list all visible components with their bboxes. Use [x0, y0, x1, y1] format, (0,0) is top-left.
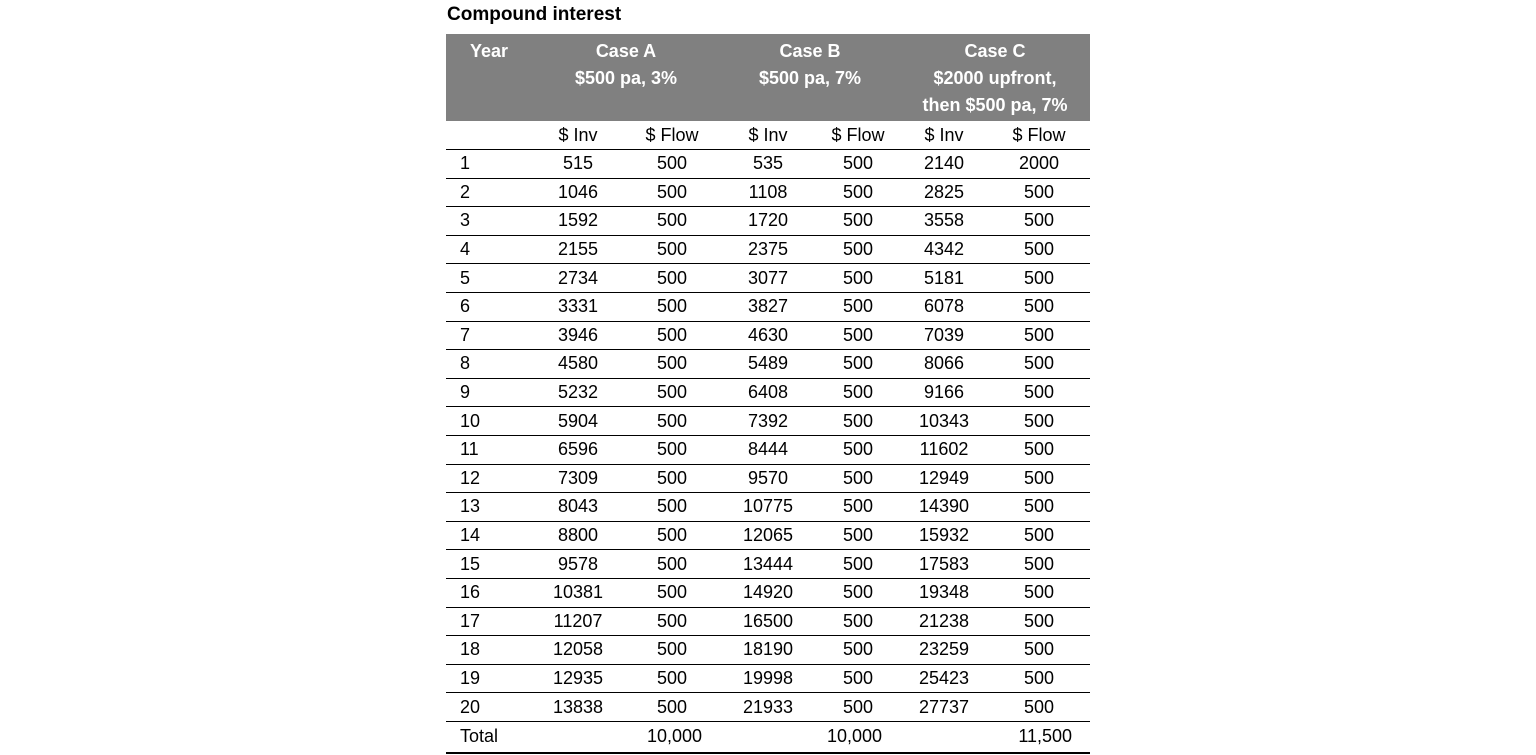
compound-interest-table-container — [446, 0, 1090, 754]
subheader-blank — [446, 121, 532, 150]
case-b-flow-cell: 500 — [816, 550, 900, 579]
year-cell: 16 — [446, 578, 532, 607]
subheader-a-inv: $ Inv — [532, 121, 624, 150]
case-a-inv-cell: 9578 — [532, 550, 624, 579]
case-a-flow-cell: 500 — [624, 264, 720, 293]
case-a-inv-cell: 4580 — [532, 350, 624, 379]
case-a-flow-cell: 500 — [624, 693, 720, 722]
case-a-inv-cell: 6596 — [532, 435, 624, 464]
case-c-inv-cell: 15932 — [900, 521, 988, 550]
case-b-inv-cell: 9570 — [720, 464, 816, 493]
table-row — [446, 350, 1090, 379]
total-row — [446, 721, 1090, 753]
case-b-flow-cell: 500 — [816, 607, 900, 636]
case-b-flow-cell: 500 — [816, 350, 900, 379]
subheader-a-flow: $ Flow — [624, 121, 720, 150]
case-c-flow-cell: 500 — [988, 235, 1090, 264]
case-b-inv-cell: 1720 — [720, 207, 816, 236]
case-b-inv-cell: 14920 — [720, 578, 816, 607]
case-a-inv-cell: 2734 — [532, 264, 624, 293]
table-row — [446, 664, 1090, 693]
year-cell: 13 — [446, 493, 532, 522]
table-row — [446, 207, 1090, 236]
year-cell: 11 — [446, 435, 532, 464]
table-row — [446, 407, 1090, 436]
case-c-desc-line-1: $2000 upfront, — [933, 68, 1057, 88]
subheader-b-inv: $ Inv — [720, 121, 816, 150]
table-row — [446, 435, 1090, 464]
total-c-flow: 11,500 — [988, 721, 1090, 753]
case-b-inv-cell: 2375 — [720, 235, 816, 264]
table-row — [446, 578, 1090, 607]
case-c-flow-cell: 500 — [988, 321, 1090, 350]
total-b-inv — [720, 721, 816, 753]
case-c-inv-cell: 12949 — [900, 464, 988, 493]
case-b-inv-cell: 3827 — [720, 292, 816, 321]
year-cell: 14 — [446, 521, 532, 550]
case-a-flow-cell: 500 — [624, 207, 720, 236]
case-b-flow-cell: 500 — [816, 578, 900, 607]
case-a-flow-cell: 500 — [624, 493, 720, 522]
case-b-inv-cell: 12065 — [720, 521, 816, 550]
case-a-inv-cell: 5232 — [532, 378, 624, 407]
case-c-flow-cell: 500 — [988, 350, 1090, 379]
case-b-flow-cell: 500 — [816, 435, 900, 464]
case-c-inv-cell: 21238 — [900, 607, 988, 636]
case-b-inv-cell: 21933 — [720, 693, 816, 722]
subheader-c-inv: $ Inv — [900, 121, 988, 150]
case-c-flow-cell: 500 — [988, 435, 1090, 464]
case-a-flow-cell: 500 — [624, 464, 720, 493]
case-a-flow-cell: 500 — [624, 321, 720, 350]
case-a-flow-cell: 500 — [624, 435, 720, 464]
case-a-flow-cell: 500 — [624, 407, 720, 436]
case-b-inv-cell: 19998 — [720, 664, 816, 693]
case-c-inv-cell: 19348 — [900, 578, 988, 607]
case-c-flow-cell: 500 — [988, 607, 1090, 636]
case-a-flow-cell: 500 — [624, 150, 720, 179]
case-c-inv-cell: 6078 — [900, 292, 988, 321]
case-a-inv-cell: 1592 — [532, 207, 624, 236]
year-cell: 2 — [446, 178, 532, 207]
case-b-header — [720, 34, 900, 121]
table-row — [446, 292, 1090, 321]
case-c-flow-cell: 500 — [988, 407, 1090, 436]
table-row — [446, 378, 1090, 407]
table-row — [446, 150, 1090, 179]
table-body — [446, 150, 1090, 722]
case-a-inv-cell: 3946 — [532, 321, 624, 350]
case-b-name: Case B — [779, 41, 841, 61]
year-cell: 6 — [446, 292, 532, 321]
table-row — [446, 521, 1090, 550]
case-b-flow-cell: 500 — [816, 264, 900, 293]
case-c-inv-cell: 2825 — [900, 178, 988, 207]
case-c-flow-cell: 500 — [988, 464, 1090, 493]
case-a-inv-cell: 12058 — [532, 636, 624, 665]
case-a-flow-cell: 500 — [624, 664, 720, 693]
table-row — [446, 321, 1090, 350]
case-c-inv-cell: 5181 — [900, 264, 988, 293]
case-b-inv-cell: 16500 — [720, 607, 816, 636]
subheader-b-flow: $ Flow — [816, 121, 900, 150]
year-cell: 8 — [446, 350, 532, 379]
case-b-flow-cell: 500 — [816, 292, 900, 321]
table-row — [446, 464, 1090, 493]
total-b-flow: 10,000 — [816, 721, 900, 753]
table-row — [446, 636, 1090, 665]
year-cell: 10 — [446, 407, 532, 436]
case-c-flow-cell: 500 — [988, 264, 1090, 293]
case-a-flow-cell: 500 — [624, 292, 720, 321]
case-a-inv-cell: 8043 — [532, 493, 624, 522]
case-a-flow-cell: 500 — [624, 578, 720, 607]
case-b-flow-cell: 500 — [816, 178, 900, 207]
case-a-inv-cell: 10381 — [532, 578, 624, 607]
table-row — [446, 235, 1090, 264]
table-row — [446, 693, 1090, 722]
case-a-flow-cell: 500 — [624, 350, 720, 379]
case-a-flow-cell: 500 — [624, 636, 720, 665]
case-b-flow-cell: 500 — [816, 464, 900, 493]
case-c-inv-cell: 2140 — [900, 150, 988, 179]
year-cell: 7 — [446, 321, 532, 350]
case-b-flow-cell: 500 — [816, 235, 900, 264]
year-cell: 5 — [446, 264, 532, 293]
group-header-row — [446, 34, 1090, 121]
total-label: Total — [446, 721, 532, 753]
case-c-inv-cell: 14390 — [900, 493, 988, 522]
case-c-flow-cell: 500 — [988, 664, 1090, 693]
case-c-inv-cell: 4342 — [900, 235, 988, 264]
case-b-inv-cell: 535 — [720, 150, 816, 179]
table-title: Compound interest — [447, 4, 622, 25]
case-a-inv-cell: 3331 — [532, 292, 624, 321]
case-c-flow-cell: 500 — [988, 292, 1090, 321]
case-b-flow-cell: 500 — [816, 321, 900, 350]
case-b-flow-cell: 500 — [816, 493, 900, 522]
case-c-flow-cell: 500 — [988, 521, 1090, 550]
case-c-inv-cell: 23259 — [900, 636, 988, 665]
case-a-inv-cell: 7309 — [532, 464, 624, 493]
case-c-header — [900, 34, 1090, 121]
year-cell: 19 — [446, 664, 532, 693]
year-cell: 15 — [446, 550, 532, 579]
case-b-desc: $500 pa, 7% — [758, 68, 862, 88]
case-c-inv-cell: 27737 — [900, 693, 988, 722]
year-cell: 3 — [446, 207, 532, 236]
case-c-flow-cell: 500 — [988, 693, 1090, 722]
case-a-inv-cell: 11207 — [532, 607, 624, 636]
case-a-inv-cell: 5904 — [532, 407, 624, 436]
year-cell: 20 — [446, 693, 532, 722]
case-a-inv-cell: 12935 — [532, 664, 624, 693]
case-c-inv-cell: 17583 — [900, 550, 988, 579]
case-a-inv-cell: 515 — [532, 150, 624, 179]
case-a-inv-cell: 1046 — [532, 178, 624, 207]
case-b-flow-cell: 500 — [816, 636, 900, 665]
case-b-flow-cell: 500 — [816, 521, 900, 550]
case-b-flow-cell: 500 — [816, 378, 900, 407]
case-c-flow-cell: 500 — [988, 636, 1090, 665]
case-b-inv-cell: 13444 — [720, 550, 816, 579]
case-b-flow-cell: 500 — [816, 150, 900, 179]
table-row — [446, 493, 1090, 522]
case-c-flow-cell: 500 — [988, 178, 1090, 207]
case-a-flow-cell: 500 — [624, 607, 720, 636]
case-b-inv-cell: 3077 — [720, 264, 816, 293]
case-a-flow-cell: 500 — [624, 235, 720, 264]
case-c-flow-cell: 500 — [988, 207, 1090, 236]
case-b-inv-cell: 8444 — [720, 435, 816, 464]
case-c-name: Case C — [964, 41, 1026, 61]
year-cell: 1 — [446, 150, 532, 179]
case-c-inv-cell: 7039 — [900, 321, 988, 350]
case-a-inv-cell: 13838 — [532, 693, 624, 722]
year-cell: 4 — [446, 235, 532, 264]
table-row — [446, 264, 1090, 293]
case-c-inv-cell: 10343 — [900, 407, 988, 436]
case-c-inv-cell: 8066 — [900, 350, 988, 379]
case-b-flow-cell: 500 — [816, 664, 900, 693]
total-a-inv — [532, 721, 624, 753]
total-c-inv — [900, 721, 988, 753]
year-cell: 12 — [446, 464, 532, 493]
year-cell: 18 — [446, 636, 532, 665]
case-a-desc: $500 pa, 3% — [574, 68, 678, 88]
table-row — [446, 178, 1090, 207]
case-c-inv-cell: 9166 — [900, 378, 988, 407]
case-a-flow-cell: 500 — [624, 178, 720, 207]
case-b-flow-cell: 500 — [816, 207, 900, 236]
case-c-inv-cell: 25423 — [900, 664, 988, 693]
case-a-inv-cell: 8800 — [532, 521, 624, 550]
case-a-flow-cell: 500 — [624, 550, 720, 579]
case-c-flow-cell: 500 — [988, 493, 1090, 522]
case-b-inv-cell: 10775 — [720, 493, 816, 522]
case-c-desc-line-2: then $500 pa, 7% — [922, 95, 1068, 115]
case-b-inv-cell: 5489 — [720, 350, 816, 379]
case-b-flow-cell: 500 — [816, 693, 900, 722]
case-c-flow-cell: 500 — [988, 550, 1090, 579]
subheader-c-flow: $ Flow — [988, 121, 1090, 150]
compound-interest-table — [446, 34, 1090, 754]
table-row — [446, 607, 1090, 636]
case-a-flow-cell: 500 — [624, 378, 720, 407]
case-c-flow-cell: 500 — [988, 578, 1090, 607]
table-row — [446, 550, 1090, 579]
case-b-inv-cell: 6408 — [720, 378, 816, 407]
case-c-inv-cell: 11602 — [900, 435, 988, 464]
year-cell: 9 — [446, 378, 532, 407]
year-cell: 17 — [446, 607, 532, 636]
case-b-flow-cell: 500 — [816, 407, 900, 436]
case-b-inv-cell: 4630 — [720, 321, 816, 350]
case-b-inv-cell: 7392 — [720, 407, 816, 436]
case-b-inv-cell: 18190 — [720, 636, 816, 665]
case-a-inv-cell: 2155 — [532, 235, 624, 264]
total-a-flow: 10,000 — [624, 721, 720, 753]
case-a-flow-cell: 500 — [624, 521, 720, 550]
case-c-flow-cell: 2000 — [988, 150, 1090, 179]
year-header: Year — [446, 34, 532, 121]
case-c-flow-cell: 500 — [988, 378, 1090, 407]
case-b-inv-cell: 1108 — [720, 178, 816, 207]
subheader-row — [446, 121, 1090, 150]
case-c-inv-cell: 3558 — [900, 207, 988, 236]
case-a-name: Case A — [595, 41, 657, 61]
case-a-header — [532, 34, 720, 121]
